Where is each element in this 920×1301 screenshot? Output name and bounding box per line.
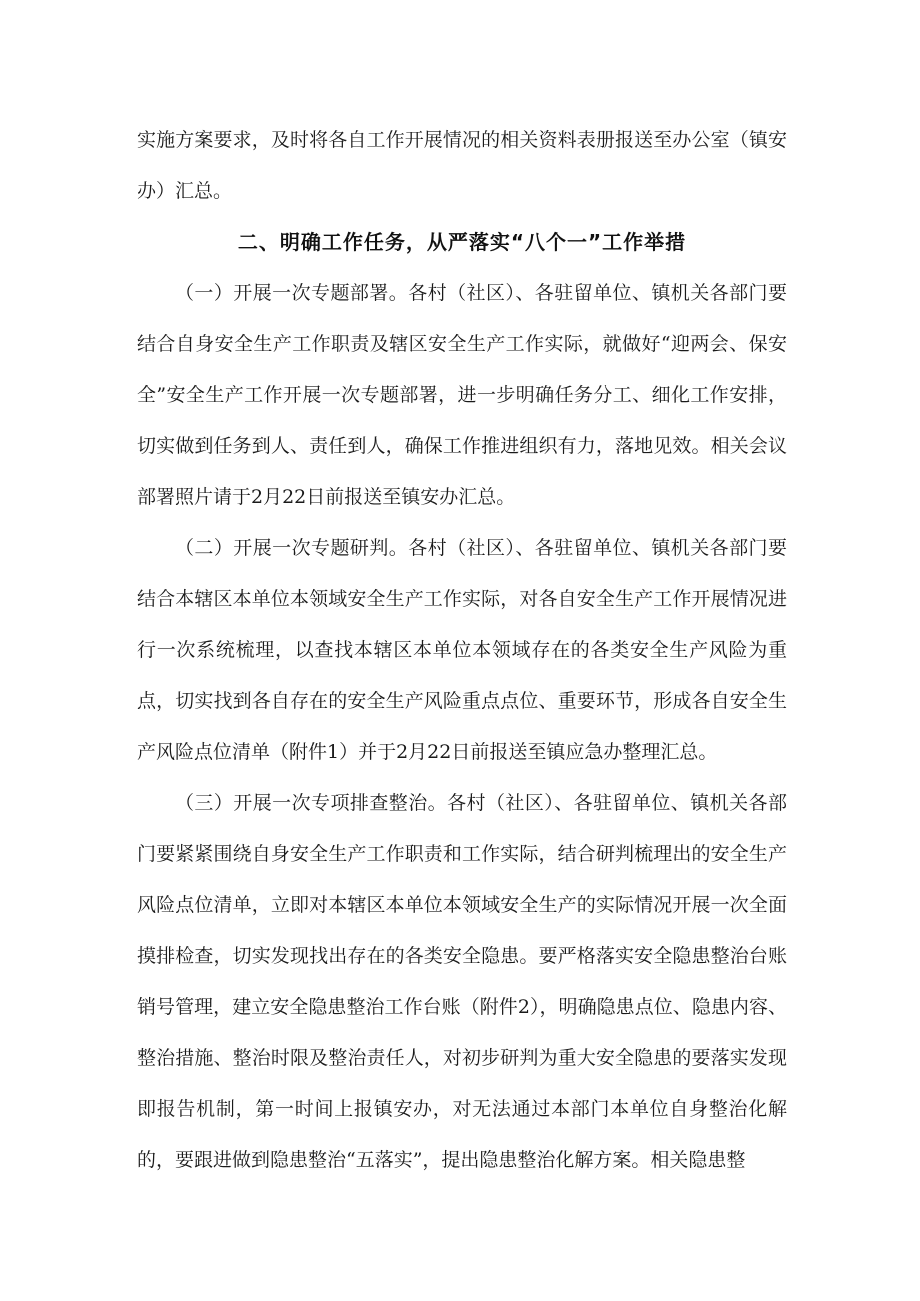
section-heading: 二、明确工作任务，从严落实“八个一”工作举措 — [237, 230, 687, 254]
paragraph-continued: 实施方案要求，及时将各自工作开展情况的相关资料表册报送至办公室（镇安办）汇总。 — [137, 129, 787, 202]
paragraph-1: （一）开展一次专题部署。各村（社区）、各驻留单位、镇机关各部门要结合自身安全生产工作职责及辖区安全生产工作实际，就做好“迎两会、保安全”安全生产工作开展一次专题部署，进一步明确任务分工、细化工作安排，切实做到任务到人、责任到人，确保工作推进组织有力，落地见效。相关会议部署照片请于2月22日前报送至镇安办汇总。 — [137, 282, 787, 508]
document-body — [137, 115, 787, 1186]
paragraph-3: （三）开展一次专项排查整治。各村（社区）、各驻留单位、镇机关各部门要紧紧围绕自身安全生产工作职责和工作实际，结合研判梳理出的安全生产风险点位清单，立即对本辖区本单位本领域安全生产的实际情况开展一次全面摸排检查，切实发现找出存在的各类安全隐患。要严格落实安全隐患整治台账销号管理，建立安全隐患整治工作台账（附件2），明确隐患点位、隐患内容、整治措施、整治时限及整治责任人，对初步研判为重大安全隐患的要落实发现即报告机制，第一时间上报镇安办，对无法通过本部门本单位自身整治化解的，要跟进做到隐患整治“五落实”，提出隐患整治化解方案。相关隐患整 — [137, 792, 787, 1171]
paragraph-2: （二）开展一次专题研判。各村（社区）、各驻留单位、镇机关各部门要结合本辖区本单位本领域安全生产工作实际，对各自安全生产工作开展情况进行一次系统梳理，以查找本辖区本单位本领域存在的各类安全生产风险为重点，切实找到各自存在的安全生产风险重点点位、重要环节，形成各自安全生产风险点位清单（附件1）并于2月22日前报送至镇应急办整理汇总。 — [137, 537, 787, 763]
